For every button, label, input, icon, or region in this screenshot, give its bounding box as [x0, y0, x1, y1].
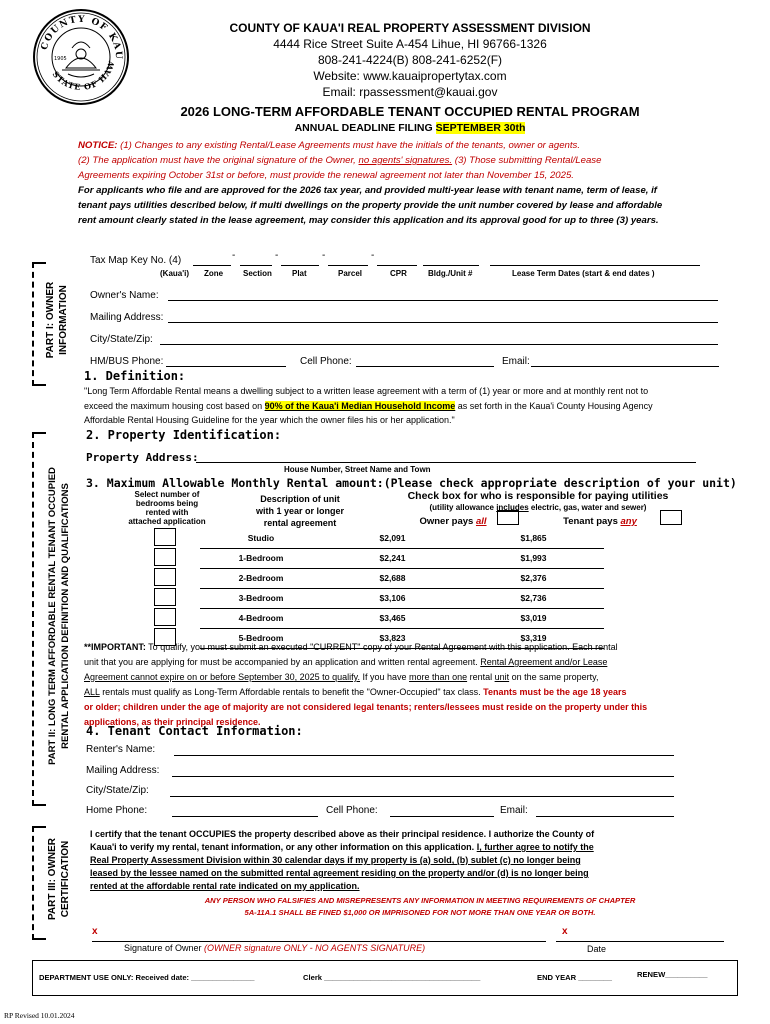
owner-pays-amount: $2,091	[322, 528, 463, 548]
notice-p2c: (3) Those submitting Rental/Lease	[452, 155, 602, 166]
deadline-prefix: ANNUAL DEADLINE FILING	[294, 122, 436, 134]
property-heading: 2. Property Identification:	[86, 428, 282, 442]
signature-date-field[interactable]	[556, 941, 724, 942]
renter-name-label: Renter's Name:	[86, 744, 156, 755]
deadline	[160, 122, 660, 134]
property-address-label: Property Address:	[86, 451, 199, 464]
lease-term-label: Lease Term Dates (start & end dates )	[512, 269, 655, 278]
county-seal	[32, 8, 130, 106]
seal-year: 1905	[54, 56, 67, 62]
tmk-unit-field[interactable]	[423, 265, 479, 266]
owner-email-field[interactable]	[531, 366, 719, 367]
tmk-sub-unit: Bldg./Unit #	[428, 269, 473, 278]
unit-description: 1-Bedroom	[200, 548, 322, 568]
tmk-section-field[interactable]	[240, 265, 272, 266]
unit-description: 2-Bedroom	[200, 568, 322, 588]
notice-label: NOTICE:	[78, 140, 118, 151]
renter-cell-field[interactable]	[390, 816, 494, 817]
owner-pays-amount: $2,241	[322, 548, 463, 568]
part2-sidebar-label: PART II: LONG TERM AFFORDABLE RENTAL TENANT OCCUPIED RENTAL APPLICATION DEFINITION AND QUALIFICATIONS	[47, 467, 71, 765]
important-text: **IMPORTANT: To qualify, you must submit an executed "CURRENT" copy of your Rental Agreement with this application. Each rental unit that you are applying for must be accompanied by an application and written rental agreement. Rental Agreement and/or Lease Agreement cannot expire on or before September 30, 2025 to qualify. If you have more than one rental unit on the same property, ALL rentals must qualify as Long-Term Affordable rentals to benefit the "Owner-Occupied" tax class. Tenants must be the age 18 years or older; children under the age of majority are not considered legal tenants; renters/lessees must reside on the property under this applications, as their principal residence.	[84, 642, 648, 727]
notice-black1: For applicants who file and are approved for the 2026 tax year, and provided multi-year lease with tenant name, term of lease, if	[78, 185, 657, 196]
renter-city-label: City/State/Zip:	[86, 785, 149, 796]
date-label: Date	[587, 944, 607, 954]
tmk-sub-zone: Zone	[204, 269, 224, 278]
owner-mailing-label: Mailing Address:	[90, 312, 164, 323]
tenant-pays-amount: $1,865	[463, 528, 604, 548]
rent-row	[150, 548, 604, 568]
dept-clerk: Clerk _____________________________________	[303, 973, 481, 982]
unit-description: Studio	[200, 528, 322, 548]
owner-pays-header: Owner pays all	[419, 516, 487, 527]
renter-email-field[interactable]	[536, 816, 674, 817]
seal-top-text: COUNTY OF KAU	[39, 14, 124, 61]
renter-phone-field[interactable]	[172, 816, 318, 817]
unit-description: 4-Bedroom	[200, 608, 322, 628]
tenant-pays-amount: $3,319	[463, 628, 604, 648]
dept-received: DEPARTMENT USE ONLY: Received date: _______________	[39, 973, 255, 982]
max-rent-heading: 3. Maximum Allowable Monthly Rental amount:(Please check appropriate description of your unit)	[86, 476, 737, 490]
tenant-heading: 4. Tenant Contact Information:	[86, 724, 303, 738]
notice-p2a: (2) The application must have the original signature of the Owner,	[78, 155, 359, 166]
tmk-sub-cpr: CPR	[390, 269, 407, 278]
date-x: x	[562, 926, 568, 937]
tmk-sub-kauai: (Kaua'i)	[160, 269, 190, 278]
header-website: Website: www.kauaipropertytax.com	[313, 69, 507, 83]
tmk-zone-field[interactable]	[193, 265, 231, 266]
header-phone: 808-241-4224(B) 808-241-6252(F)	[317, 53, 503, 67]
part1-sidebar-label: PART I: OWNER INFORMATION	[45, 281, 69, 359]
renter-phone-label: Home Phone:	[86, 805, 148, 816]
col-utilities-header: Check box for who is responsible for paying utilities	[407, 490, 669, 502]
signature-label: Signature of Owner (OWNER signature ONLY - NO AGENTS SIGNATURE)	[124, 943, 426, 953]
notice-black3: rent amount clearly stated in the lease agreement, may consider this application and its approval good for up to three (3) years.	[78, 215, 659, 226]
owner-mailing-field[interactable]	[168, 322, 718, 323]
definition-text: "Long Term Affordable Rental means a dwelling subject to a written lease agreement with a term of (1) year or more and at monthly rent not to exceed the maximum housing cost based on 90% of the Kaua'i Median Household Income as set forth in the Kaua'i County Housing Agency Affordable Rental Housing Guideline for the year which the owner files his or her application."	[84, 386, 653, 425]
bedroom-select-checkbox[interactable]	[154, 608, 176, 626]
tmk-sub-parcel: Parcel	[338, 269, 363, 278]
tenant-pays-amount: $2,736	[463, 588, 604, 608]
property-address-field[interactable]	[196, 462, 696, 463]
owner-city-label: City/State/Zip:	[90, 334, 153, 345]
bedroom-select-checkbox[interactable]	[154, 588, 176, 606]
tmk-plat-field[interactable]	[281, 265, 319, 266]
header-org: COUNTY OF KAUA'I REAL PROPERTY ASSESSMENT DIVISION	[229, 21, 591, 35]
certification-text: I certify that the tenant OCCUPIES the property described above as their principal residence. I authorize the County of Kaua'i to verify my rental, tenant information, or any other information on this application. I, further agree to notify the Real Property Assessment Division within 30 calendar days if my property is (a) sold, (b) sublet (c) no longer being leased by the lessee named on the submitted rental agreement residing on the property and/or (d) is no longer being rented at the affordable rental rate indicated on my application.	[90, 829, 595, 891]
part3-sidebar	[32, 826, 46, 940]
renter-name-field[interactable]	[174, 755, 674, 756]
owner-pays-amount: $3,106	[322, 588, 463, 608]
owner-pays-amount: $3,465	[322, 608, 463, 628]
col-select-header: Select number of bedrooms being rented with attached application	[128, 490, 206, 526]
form-title: 2026 LONG-TERM AFFORDABLE TENANT OCCUPIED RENTAL PROGRAM	[180, 104, 640, 119]
tmk-sub-section: Section	[243, 269, 272, 278]
fraud-warning: ANY PERSON WHO FALSIFIES AND MISREPRESENTS ANY INFORMATION IN MEETING REQUIREMENTS OF CHAPTER 5A-11A.1 SHALL BE FINED $1,000 OR IMPRISONED FOR NOT MORE THAN ONE YEAR OR BOTH.	[204, 896, 636, 917]
owner-pays-amount: $2,688	[322, 568, 463, 588]
owner-pays-amount: $3,823	[322, 628, 463, 648]
owner-signature-field[interactable]	[92, 941, 546, 942]
bedroom-select-checkbox[interactable]	[154, 568, 176, 586]
renter-cell-label: Cell Phone:	[326, 805, 378, 816]
owner-city-field[interactable]	[160, 344, 718, 345]
owner-cell-label: Cell Phone:	[300, 356, 352, 367]
dept-renew: RENEW__________	[637, 970, 708, 979]
definition-heading: 1. Definition:	[84, 369, 186, 383]
rent-row	[150, 528, 604, 548]
rent-table	[150, 528, 604, 649]
revision-footer: RP Revised 10.01.2024	[4, 1011, 75, 1020]
owner-email-label: Email:	[502, 356, 530, 367]
unit-description: 5-Bedroom	[200, 628, 322, 648]
unit-description: 3-Bedroom	[200, 588, 322, 608]
tenant-pays-amount: $3,019	[463, 608, 604, 628]
bedroom-select-checkbox[interactable]	[154, 548, 176, 566]
tenant-pays-amount: $1,993	[463, 548, 604, 568]
owner-name-field[interactable]	[168, 300, 718, 301]
notice-p2b: no agents' signatures.	[358, 155, 453, 166]
owner-pays-checkbox[interactable]	[497, 510, 519, 525]
tmk-parcel-field[interactable]	[328, 265, 368, 266]
tmk-cpr-field[interactable]	[377, 265, 417, 266]
owner-phone-field[interactable]	[166, 366, 286, 367]
notice-black2: tenant pays utilities described below, if multi dwellings on the property provide the unit number covered by lease and affordable	[78, 200, 663, 211]
renter-mailing-label: Mailing Address:	[86, 765, 160, 776]
notice-p3: Agreements expiring October 31st or before, must provide the renewal agreement not later than November 15, 2025.	[78, 170, 574, 181]
col-description-header: Description of unit with 1 year or longer rental agreement	[255, 494, 345, 528]
tmk-label: Tax Map Key No. (4)	[90, 255, 182, 266]
lease-term-field[interactable]	[490, 265, 700, 266]
department-box	[32, 960, 738, 996]
tenant-pays-header: Tenant pays any	[563, 516, 637, 527]
bedroom-select-checkbox[interactable]	[154, 528, 176, 546]
utilities-sub: (utility allowance includes electric, gas, water and sewer)	[429, 503, 647, 512]
owner-cell-field[interactable]	[356, 366, 494, 367]
tenant-pays-amount: $2,376	[463, 568, 604, 588]
owner-phone-label: HM/BUS Phone:	[90, 356, 164, 367]
notice	[78, 138, 748, 228]
renter-email-label: Email:	[500, 805, 528, 816]
header-address: 4444 Rice Street Suite A-454 Lihue, HI 96766-1326	[273, 37, 547, 51]
part3-sidebar-label: PART III: OWNER CERTIFICATION	[47, 837, 71, 921]
dept-end-year: END YEAR ________	[537, 973, 612, 982]
rent-row	[150, 568, 604, 588]
tenant-pays-checkbox[interactable]	[660, 510, 682, 525]
seal-bottom-text: STATE OF HAW	[50, 59, 117, 92]
part2-sidebar	[32, 432, 46, 806]
renter-city-field[interactable]	[170, 796, 674, 797]
rent-row	[150, 608, 604, 628]
renter-mailing-field[interactable]	[172, 776, 674, 777]
rent-row	[150, 588, 604, 608]
house-label: House Number, Street Name and Town	[284, 465, 431, 474]
deadline-date: SEPTEMBER 30th	[435, 122, 526, 134]
signature-x: x	[92, 926, 98, 937]
owner-name-label: Owner's Name:	[90, 290, 159, 301]
header-email: Email: rpassessment@kauai.gov	[322, 85, 498, 99]
tmk-sub-plat: Plat	[292, 269, 307, 278]
notice-p1: (1) Changes to any existing Rental/Lease Agreements must have the initials of the tenants, owner or agents.	[117, 140, 580, 151]
